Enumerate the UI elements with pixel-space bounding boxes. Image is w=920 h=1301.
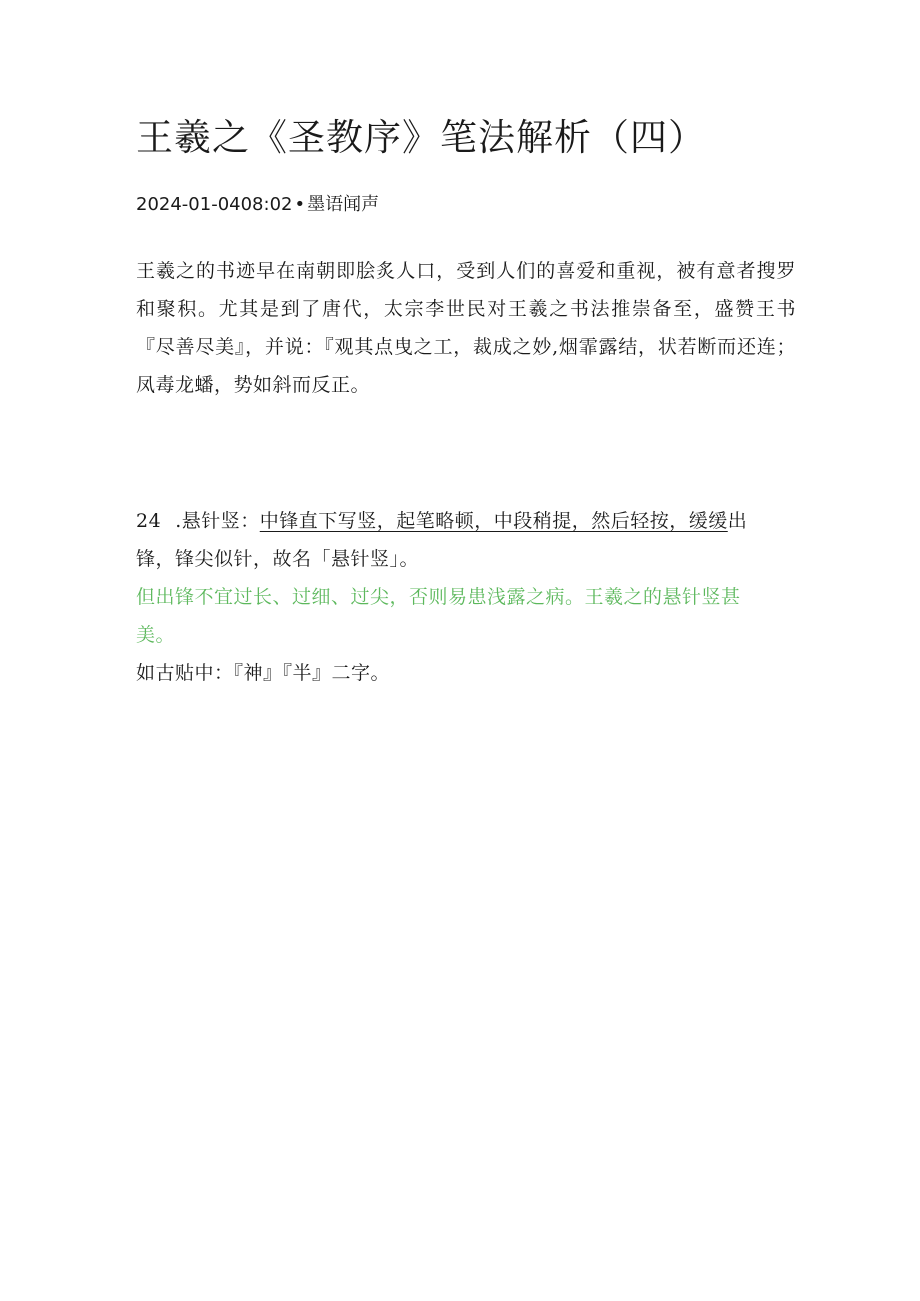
underlined-text: 中锋直下写竖，起笔略顿，中段稍提，然后轻按，缓缓	[259, 510, 728, 532]
example-line: 如古贴中：『神』『半』二字。	[136, 662, 391, 684]
stroke-label: .悬针竖：	[175, 510, 260, 532]
stroke-description	[136, 502, 776, 578]
article-meta	[136, 192, 379, 218]
description-rest: 出锋，锋尖似针，故名「悬针竖」。	[136, 510, 748, 570]
item-number: 24	[136, 510, 162, 532]
highlight-note: 但出锋不宜过长、过细、过尖，否则易患浅露之病。王羲之的悬针竖甚美。	[136, 586, 741, 646]
meta-separator: •	[294, 194, 306, 215]
page-title: 王羲之《圣教序》笔法解析（四）	[136, 116, 706, 159]
intro-paragraph: 王羲之的书迹早在南朝即脍炙人口，受到人们的喜爱和重视，被有意者搜罗和聚积。尤其是到了唐代，太宗李世民对王羲之书法推崇备至，盛赞王书『尽善尽美』，并说：『观其点曳之工，裁成之妙,烟霏露结，状若断而还连；凤毒龙蟠，势如斜而反正。	[136, 260, 796, 396]
stroke-section	[136, 502, 776, 692]
publish-date: 2024-01-0408:02	[136, 194, 293, 215]
author-name[interactable]: 墨语闻声	[307, 194, 380, 215]
